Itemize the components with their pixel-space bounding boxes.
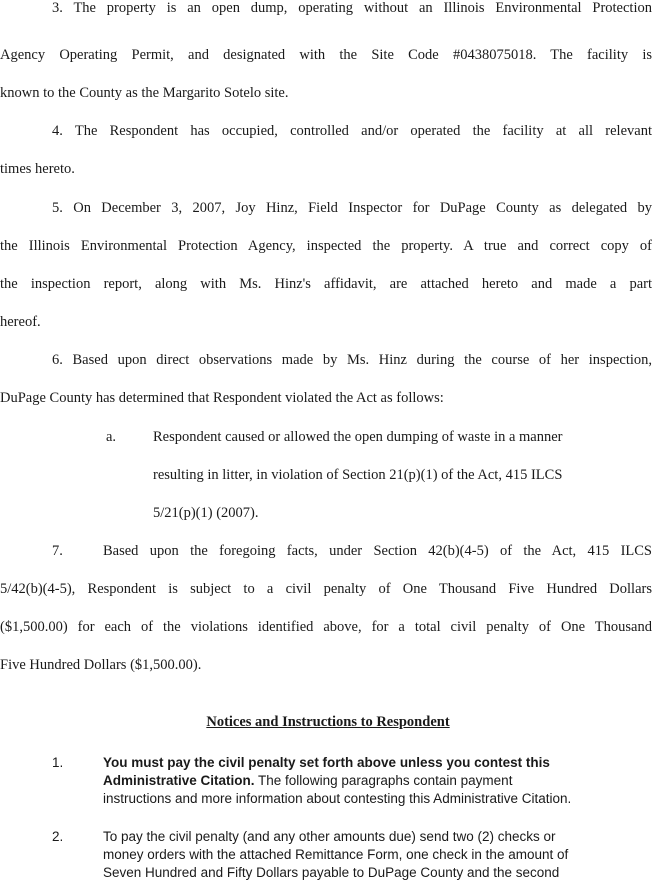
paragraph-line: Agency Operating Permit, and designated with the Site Code #0438075018. The facility is: [0, 47, 652, 63]
paragraph-line: Five Hundred Dollars ($1,500.00).: [0, 657, 202, 673]
notice-bold-text: Administrative Citation.: [103, 773, 255, 788]
paragraph-line: the Illinois Environmental Protection Agency, inspected the property. A true and correct copy of: [0, 238, 652, 254]
paragraph-line: DuPage County has determined that Respondent violated the Act as follows:: [0, 390, 444, 406]
notice-line: To pay the civil penalty (and any other amounts due) send two (2) checks or: [103, 829, 556, 844]
notice-text: The following paragraphs contain payment: [254, 773, 513, 788]
paragraph-line: 6. Based upon direct observations made by Ms. Hinz during the course of her inspection,: [52, 352, 652, 368]
paragraph-line: hereof.: [0, 314, 41, 330]
notice-number: 1.: [52, 755, 64, 770]
paragraph-line: 4. The Respondent has occupied, controlled and/or operated the facility at all relevant: [52, 123, 652, 139]
notice-line: Seven Hundred and Fifty Dollars payable to DuPage County and the second: [103, 865, 560, 880]
paragraph-line: the inspection report, along with Ms. Hinz's affidavit, are attached hereto and made a part: [0, 276, 652, 292]
notice-number: 2.: [52, 829, 64, 844]
paragraph-line: Based upon the foregoing facts, under Section 42(b)(4-5) of the Act, 415 ILCS: [103, 543, 652, 559]
notice-line: instructions and more information about contesting this Administrative Citation.: [103, 791, 572, 806]
violation-line: Respondent caused or allowed the open dumping of waste in a manner: [153, 429, 563, 445]
paragraph-line: known to the County as the Margarito Sotelo site.: [0, 85, 289, 101]
paragraph-line: 5. On December 3, 2007, Joy Hinz, Field Inspector for DuPage County as delegated by: [52, 200, 652, 216]
notices-heading: Notices and Instructions to Respondent: [206, 714, 450, 730]
notice-line: You must pay the civil penalty set forth above unless you contest this: [103, 755, 550, 770]
violation-letter: a.: [106, 429, 117, 445]
paragraph-line: 5/42(b)(4-5), Respondent is subject to a civil penalty of One Thousand Five Hundred Dollars: [0, 581, 652, 597]
notice-line: money orders with the attached Remittance Form, one check in the amount of: [103, 847, 569, 862]
paragraph-line: ($1,500.00) for each of the violations identified above, for a total civil penalty of One Thousand: [0, 619, 652, 635]
violation-line: resulting in litter, in violation of Section 21(p)(1) of the Act, 415 ILCS: [153, 467, 563, 483]
violation-line: 5/21(p)(1) (2007).: [153, 505, 259, 521]
paragraph-line: times hereto.: [0, 161, 75, 177]
paragraph-line: 3. The property is an open dump, operating without an Illinois Environmental Protection: [52, 0, 652, 16]
paragraph-number: 7.: [52, 543, 63, 559]
notice-line: [103, 773, 512, 788]
